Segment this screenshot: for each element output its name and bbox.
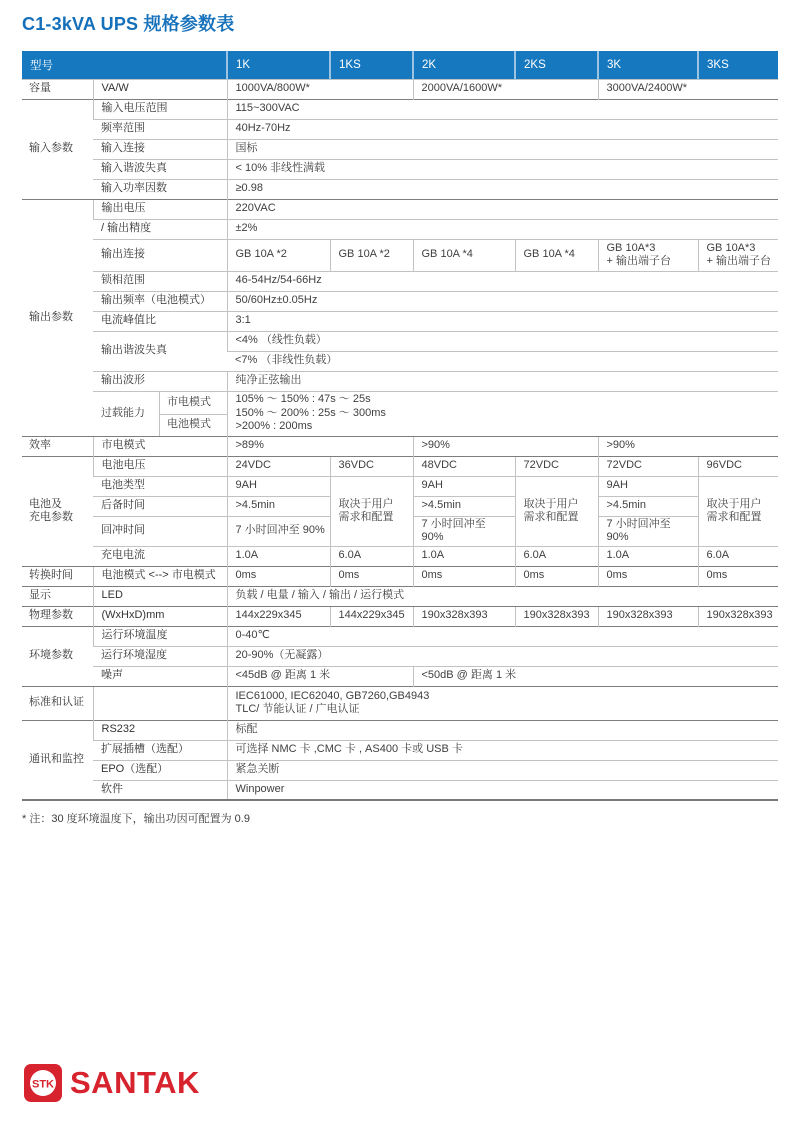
- param-value: 1000VA/800W*: [227, 79, 413, 99]
- param-value: < 10% 非线性满载: [227, 159, 778, 179]
- param-value: 7 小时回冲至 90%: [227, 516, 330, 546]
- param-value: 96VDC: [698, 456, 778, 476]
- param-value: 46-54Hz/54-66Hz: [227, 271, 778, 291]
- logo-glyph: STK: [32, 1078, 54, 1091]
- section-label: 显示: [22, 586, 93, 606]
- model-header: 2K: [413, 51, 515, 79]
- param-value: 1.0A: [413, 546, 515, 566]
- param-value: 负载 / 电量 / 输入 / 输出 / 运行模式: [227, 586, 778, 606]
- param-value: GB 10A *4: [515, 239, 598, 271]
- section-label: 物理参数: [22, 606, 93, 626]
- param-value: >4.5min: [598, 496, 698, 516]
- santak-logo-icon: [24, 1064, 62, 1102]
- param-label: EPO（选配）: [93, 760, 227, 780]
- param-label: LED: [93, 586, 227, 606]
- page-content: [22, 0, 778, 826]
- param-value: 115~300VAC: [227, 99, 778, 119]
- param-label: 电池模式 <--> 市电模式: [93, 566, 227, 586]
- brand-wordmark: SANTAK: [70, 1065, 200, 1100]
- param-label: 输入谐波失真: [93, 159, 227, 179]
- param-value: GB 10A *4: [413, 239, 515, 271]
- param-label: 运行环境湿度: [93, 646, 227, 666]
- param-value: 0ms: [698, 566, 778, 586]
- param-value: 6.0A: [698, 546, 778, 566]
- param-value: 0ms: [330, 566, 413, 586]
- param-value: 40Hz-70Hz: [227, 119, 778, 139]
- param-value: 0-40℃: [227, 626, 778, 646]
- param-value: 6.0A: [515, 546, 598, 566]
- param-value: 国标: [227, 139, 778, 159]
- param-value: 0ms: [515, 566, 598, 586]
- param-label: 市电模式: [93, 436, 227, 456]
- param-label: [93, 686, 227, 720]
- param-value: 3:1: [227, 311, 778, 331]
- param-value: >89%: [227, 436, 413, 456]
- param-value: Winpower: [227, 780, 778, 800]
- param-value: >90%: [598, 436, 778, 456]
- param-value: 190x328x393: [515, 606, 598, 626]
- param-value: 190x328x393: [698, 606, 778, 626]
- param-value: 144x229x345: [330, 606, 413, 626]
- param-value: 36VDC: [330, 456, 413, 476]
- param-value: <50dB @ 距离 1 米: [413, 666, 778, 686]
- param-value: IEC61000, IEC62040, GB7260,GB4943 TLC/ 节能认证 / 广电认证: [227, 686, 778, 720]
- section-label: 输入参数: [22, 99, 93, 199]
- param-value: 标配: [227, 720, 778, 740]
- param-value: GB 10A *2: [227, 239, 330, 271]
- model-header: 3KS: [698, 51, 778, 79]
- overload-split-cell: [93, 391, 227, 436]
- param-label: 扩展插槽（选配）: [93, 740, 227, 760]
- param-value: 0ms: [227, 566, 330, 586]
- param-label: 电流峰值比: [93, 311, 227, 331]
- param-label: RS232: [93, 720, 227, 740]
- param-value: 144x229x345: [227, 606, 330, 626]
- section-label: 转换时间: [22, 566, 93, 586]
- param-value: 20-90%（无凝露）: [227, 646, 778, 666]
- param-label: / 输出精度: [93, 219, 227, 239]
- param-value: 2000VA/1600W*: [413, 79, 598, 99]
- param-value: 0ms: [413, 566, 515, 586]
- param-value: >4.5min: [413, 496, 515, 516]
- param-label: 后备时间: [93, 496, 227, 516]
- param-label: 电池电压: [93, 456, 227, 476]
- param-label: 输出频率（电池模式）: [93, 291, 227, 311]
- section-label: 输出参数: [22, 199, 93, 436]
- param-value: ≥0.98: [227, 179, 778, 199]
- param-value: 105% ～ 150% : 47s ～ 25s 150% ～ 200% : 25s ～ 300ms >200% : 200ms: [227, 391, 778, 436]
- param-value: 72VDC: [515, 456, 598, 476]
- param-value: 0ms: [598, 566, 698, 586]
- param-label: VA/W: [93, 79, 227, 99]
- footnote: * 注：30 度环境温度下，输出功因可配置为 0.9: [22, 813, 250, 825]
- param-label: 输入功率因数: [93, 179, 227, 199]
- param-label: 回冲时间: [93, 516, 227, 546]
- spec-table: [22, 51, 778, 801]
- param-value: 3000VA/2400W*: [598, 79, 778, 99]
- param-value: 50/60Hz±0.05Hz: [227, 291, 778, 311]
- param-label: 锁相范围: [93, 271, 227, 291]
- section-label: 通讯和监控: [22, 720, 93, 800]
- param-label: 过载能力: [101, 406, 145, 419]
- section-label: 电池及 充电参数: [22, 456, 93, 566]
- model-header: 3K: [598, 51, 698, 79]
- param-value: 紧急关断: [227, 760, 778, 780]
- param-value: 可选择 NMC 卡 ,CMC 卡 , AS400 卡或 USB 卡: [227, 740, 778, 760]
- param-label: 运行环境温度: [93, 626, 227, 646]
- section-label: 容量: [22, 79, 93, 99]
- model-header: 2KS: [515, 51, 598, 79]
- param-label: 电池类型: [93, 476, 227, 496]
- param-label: 输出连接: [93, 239, 227, 271]
- section-label: 环境参数: [22, 626, 93, 686]
- param-value: 9AH: [227, 476, 330, 496]
- param-label: (WxHxD)mm: [93, 606, 227, 626]
- param-value: 纯净正弦输出: [227, 371, 778, 391]
- param-value: GB 10A*3 + 输出端子台: [598, 239, 698, 271]
- param-value: GB 10A*3 + 输出端子台: [698, 239, 778, 271]
- param-sublabel: 市电模式: [159, 392, 227, 414]
- param-value: 取决于用户 需求和配置: [698, 476, 778, 546]
- param-value: ±2%: [227, 219, 778, 239]
- model-header: 1K: [227, 51, 330, 79]
- param-value: <7% （非线性负载）: [227, 351, 778, 371]
- param-value: 9AH: [598, 476, 698, 496]
- param-value: 190x328x393: [598, 606, 698, 626]
- param-value: 取决于用户 需求和配置: [330, 476, 413, 546]
- param-value: 190x328x393: [413, 606, 515, 626]
- section-label: 标准和认证: [22, 686, 93, 720]
- model-header-label: 型号: [22, 51, 227, 79]
- param-value: 72VDC: [598, 456, 698, 476]
- param-label: 输入连接: [93, 139, 227, 159]
- param-value: 220VAC: [227, 199, 778, 219]
- param-value: 7 小时回冲至 90%: [413, 516, 515, 546]
- param-label: 输出电压: [93, 199, 227, 219]
- param-label: 噪声: [93, 666, 227, 686]
- brand-logo: [24, 1064, 200, 1102]
- param-label: 充电电流: [93, 546, 227, 566]
- param-value: 6.0A: [330, 546, 413, 566]
- param-value: 1.0A: [227, 546, 330, 566]
- spec-table-body: [22, 79, 778, 800]
- param-value: GB 10A *2: [330, 239, 413, 271]
- param-value: 取决于用户 需求和配置: [515, 476, 598, 546]
- param-label: 输出谐波失真: [93, 331, 227, 371]
- section-label: 效率: [22, 436, 93, 456]
- param-value: 9AH: [413, 476, 515, 496]
- param-value: >4.5min: [227, 496, 330, 516]
- param-value: <4% （线性负载）: [227, 331, 778, 351]
- param-label: 频率范围: [93, 119, 227, 139]
- param-label: 输入电压范围: [93, 99, 227, 119]
- param-value: 1.0A: [598, 546, 698, 566]
- param-value: 24VDC: [227, 456, 330, 476]
- page-title: C1-3kVA UPS 规格参数表: [22, 14, 235, 34]
- param-label: 软件: [93, 780, 227, 800]
- param-value: <45dB @ 距离 1 米: [227, 666, 413, 686]
- param-value: >90%: [413, 436, 598, 456]
- param-value: 7 小时回冲至 90%: [598, 516, 698, 546]
- model-header: 1KS: [330, 51, 413, 79]
- spec-table-header: [22, 51, 778, 79]
- param-value: 48VDC: [413, 456, 515, 476]
- param-label: 输出波形: [93, 371, 227, 391]
- param-sublabel: 电池模式: [159, 414, 227, 436]
